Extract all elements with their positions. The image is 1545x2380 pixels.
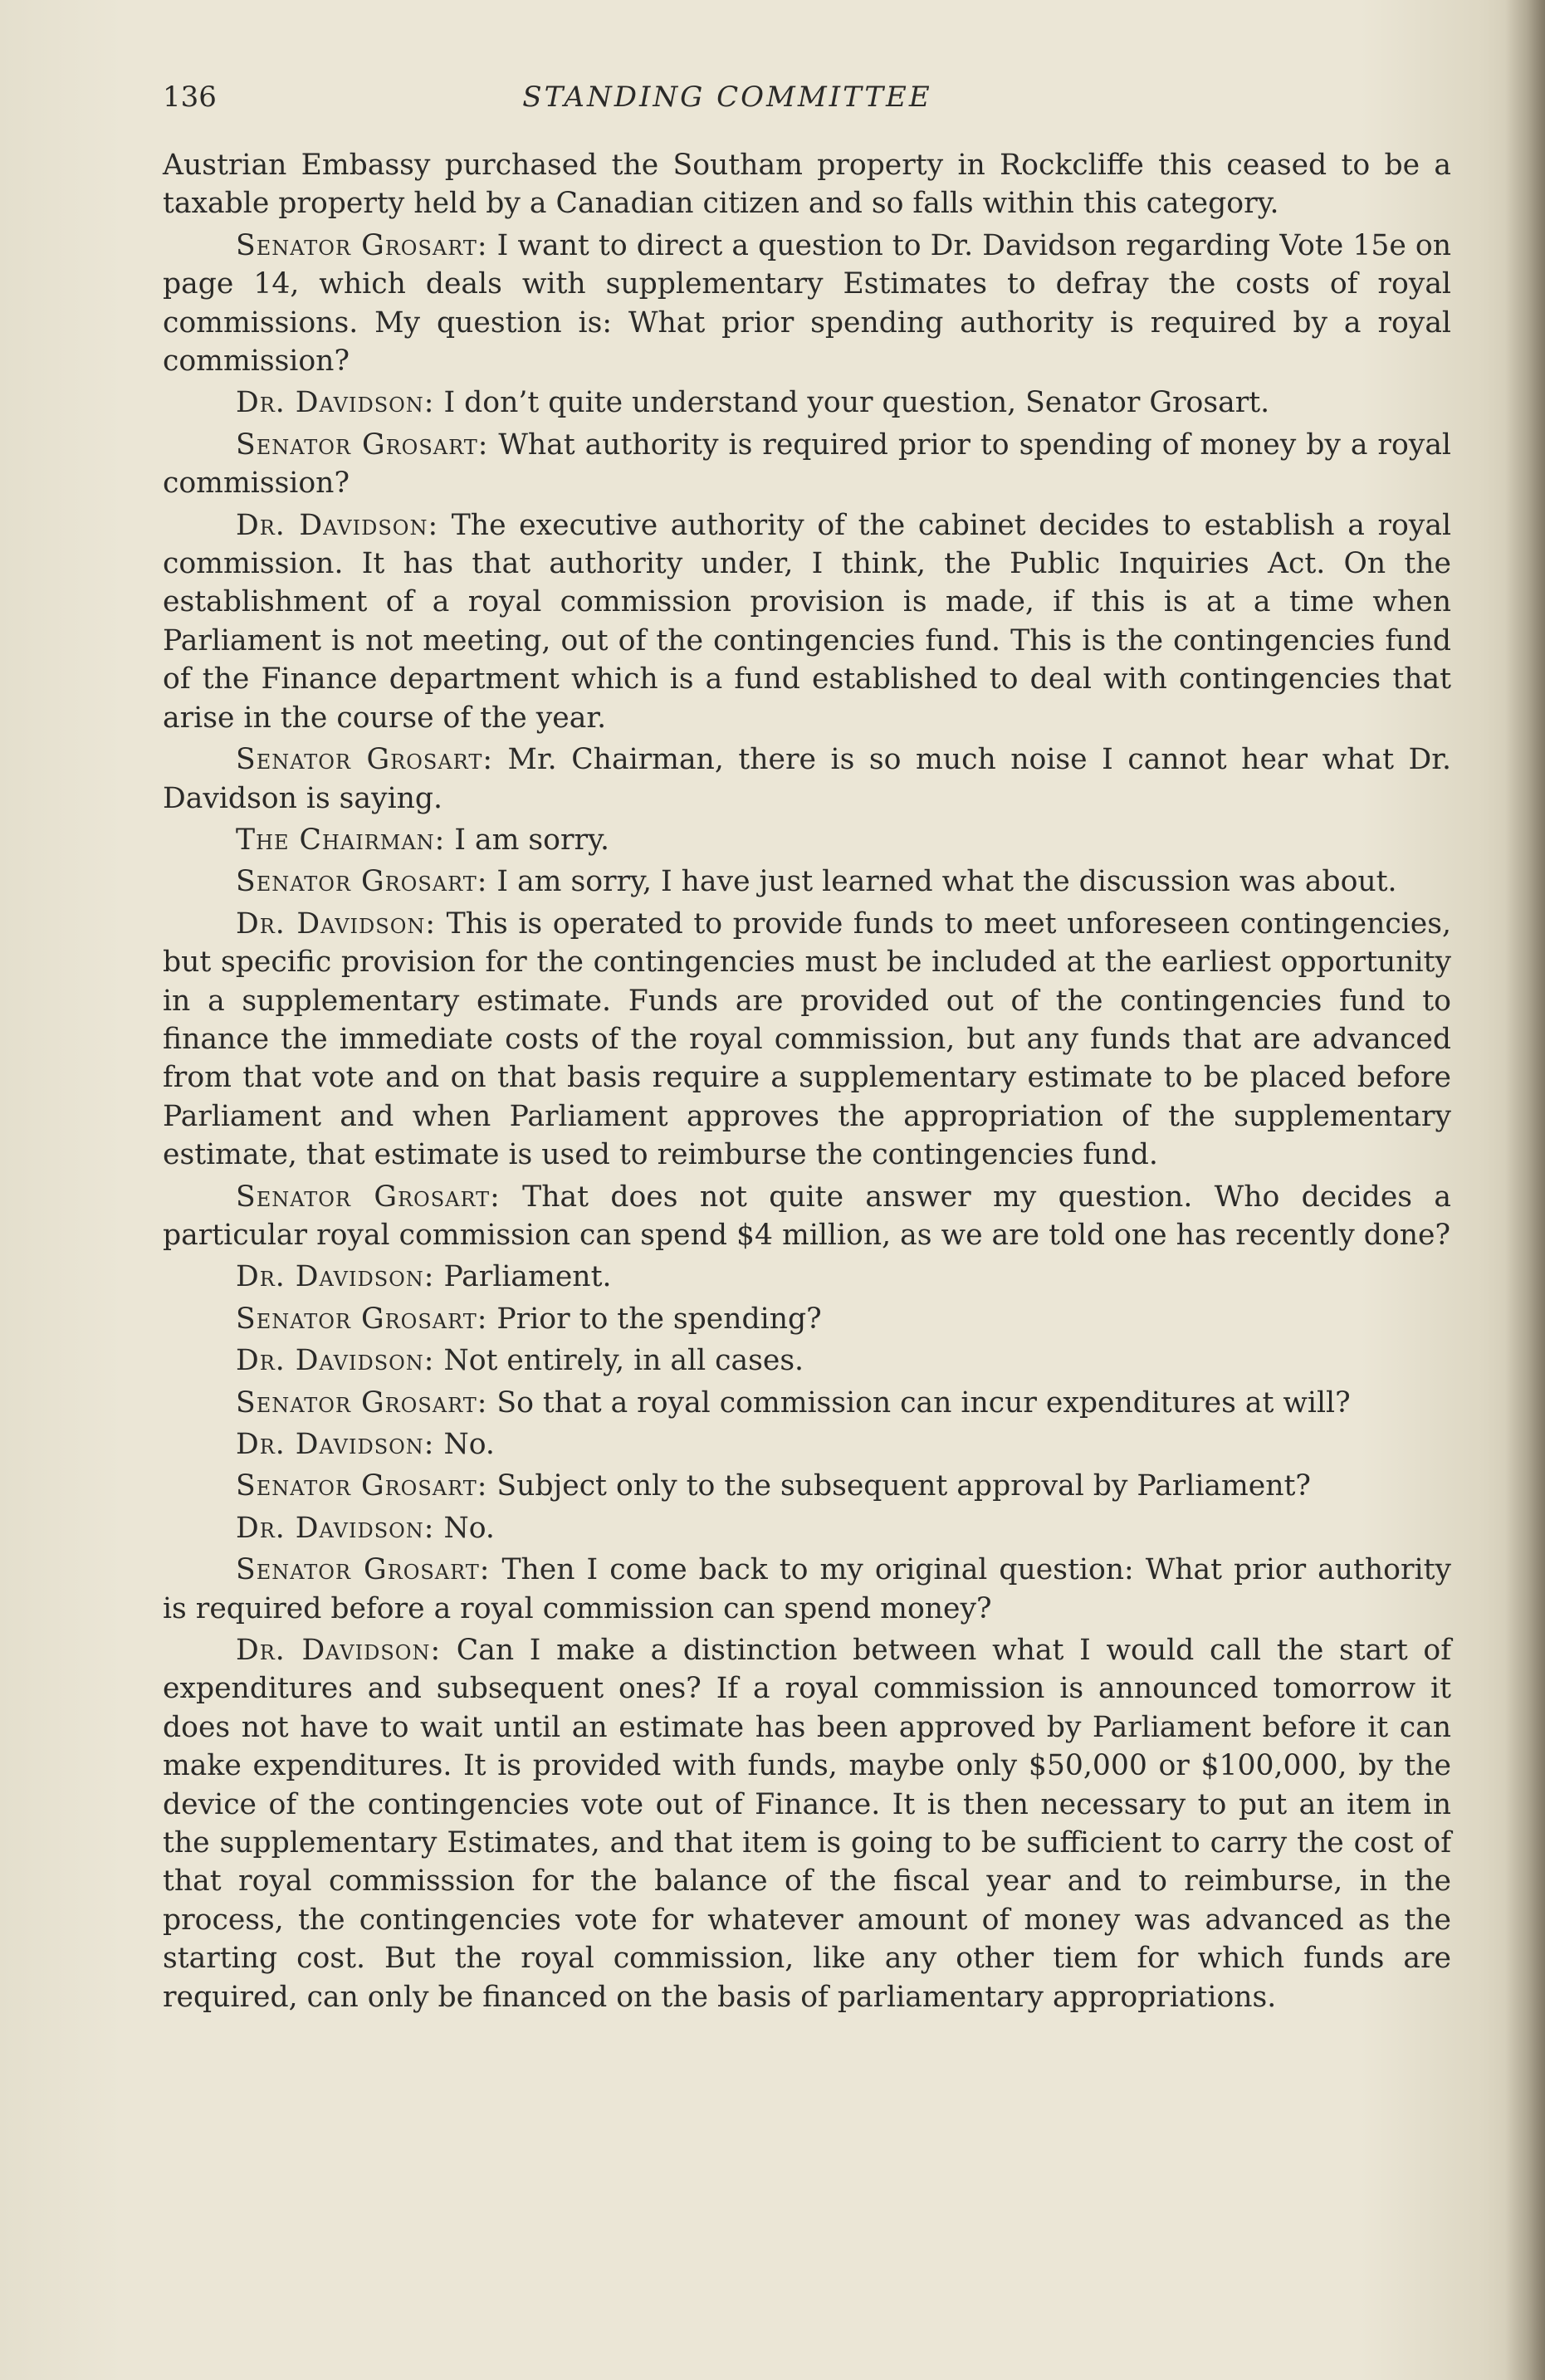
paragraph [163,146,1451,223]
speaker-name: The Chairman: [236,823,446,857]
speaker-name: Dr. Davidson: [236,508,439,542]
paragraph-text: No. [434,1428,495,1461]
running-head: STANDING COMMITTEE [522,81,932,114]
paragraph [163,1384,1451,1422]
speaker-name: Dr. Davidson: [236,1344,435,1378]
paragraph-text: Mr. Chairman, there is so much noise I cannot hear what Dr. Davidson is saying. [163,743,1451,815]
paragraph-text: I am sorry, I have just learned what the discussion was about. [487,865,1397,899]
transcript-body [163,146,1451,2020]
speaker-name: Dr. Davidson: [236,1428,435,1461]
paragraph-text: That does not quite answer my question. Who decides a particular royal commission can spend $4 million, as we are told one has recently done? [163,1180,1451,1252]
paragraph [163,740,1451,818]
paragraph-text: Prior to the spending? [487,1302,822,1336]
paragraph-text: Not entirely, in all cases. [434,1344,804,1378]
paragraph-text: The executive authority of the cabinet decides to establish a royal commission. It has that authority under, I think, the Public Inquiries Act. On the establishment of a royal commission provision is made, if this is at a time when Parliament is not meeting, out of the contingencies fund. This is the contingencies fund of the Finance department which is a fund established to deal with contingencies that arise in the course of the year. [163,508,1451,735]
speaker-name: Dr. Davidson: [236,1260,435,1294]
paragraph [163,506,1451,737]
speaker-name: Dr. Davidson: [236,386,435,420]
paragraph [163,863,1451,901]
paragraph [163,1300,1451,1338]
page-header [163,76,1451,118]
paragraph-text: What authority is required prior to spending of money by a royal commission? [163,428,1451,501]
paragraph-text: Austrian Embassy purchased the Southam property in Rockcliffe this ceased to be a taxable property held by a Canadian citizen and so falls within this category. [163,149,1451,221]
speaker-name: Senator Grosart: [236,428,489,462]
paragraph-text: I am sorry. [445,823,609,857]
paragraph [163,1509,1451,1547]
speaker-name: Senator Grosart: [236,743,493,777]
paragraph [163,227,1451,381]
paragraph-text: So that a royal commission can incur expenditures at will? [487,1385,1351,1420]
speaker-name: Dr. Davidson: [236,1634,442,1668]
paragraph [163,821,1451,859]
paragraph-text: I don’t quite understand your question, Senator Grosart. [434,386,1270,420]
speaker-name: Senator Grosart: [236,1385,488,1420]
paragraph [163,1258,1451,1296]
speaker-name: Senator Grosart: [236,865,488,899]
paragraph-text: Subject only to the subsequent approval by Parliament? [487,1469,1311,1503]
paragraph [163,1467,1451,1505]
paragraph-text: No. [434,1511,495,1545]
paragraph-text: Parliament. [434,1260,612,1294]
paragraph [163,384,1451,422]
paragraph [163,1551,1451,1628]
book-spine-shadow [1505,0,1545,2380]
paragraph [163,1178,1451,1255]
paragraph-text: I want to direct a question to Dr. Davidson regarding Vote 15e on page 14, which deals with supplementary Estimates to defray the costs of royal commissions. My question is: What prior spending authority is required by a royal commission? [163,228,1451,379]
paragraph [163,426,1451,503]
speaker-name: Senator Grosart: [236,1302,488,1336]
paragraph-text: Then I come back to my original question: What prior authority is required before a royal commission can spend money? [163,1553,1452,1625]
speaker-name: Senator Grosart: [236,1469,488,1503]
paragraph [163,1425,1451,1464]
paragraph-text: Can I make a distinction between what I would call the start of expenditures and subsequent ones? If a royal commission is announced tomorrow it does not have to wait until an estimate has been approved by Parliament before it can make expenditures. It is provided with funds, maybe only $50,000 or $100,000, by the device of the contingencies vote out of Finance. It is then necessary to put an item in the supplementary Estimates, and that item is going to be sufficient to carry the cost of that royal commisssion for the balance of the fiscal year and to reimburse, in the process, the contingencies vote for whatever amount of money was advanced as the starting cost. But the royal commission, like any other tiem for which funds are required, can only be financed on the basis of parliamentary appropriations. [163,1634,1451,2014]
paragraph [163,1631,1451,2016]
speaker-name: Senator Grosart: [236,1553,491,1587]
paragraph [163,1341,1451,1380]
speaker-name: Dr. Davidson: [236,1511,435,1545]
page-number: 136 [163,81,217,114]
speaker-name: Senator Grosart: [236,1180,501,1214]
speaker-name: Dr. Davidson: [236,907,437,941]
paragraph [163,905,1451,1175]
speaker-name: Senator Grosart: [236,228,488,262]
paragraph-text: This is operated to provide funds to meet unforeseen contingencies, but specific provision for the contingencies must be included at the earliest opportunity in a supplementary estimate. Funds are provided out of the contingencies fund to finance the immediate costs of the royal commission, but any funds that are advanced from that vote and on that basis require a supplementary estimate to be placed before Parliament and when Parliament approves the appropriation of the supplementary estimate, that estimate is used to reimburse the contingencies fund. [163,907,1451,1172]
